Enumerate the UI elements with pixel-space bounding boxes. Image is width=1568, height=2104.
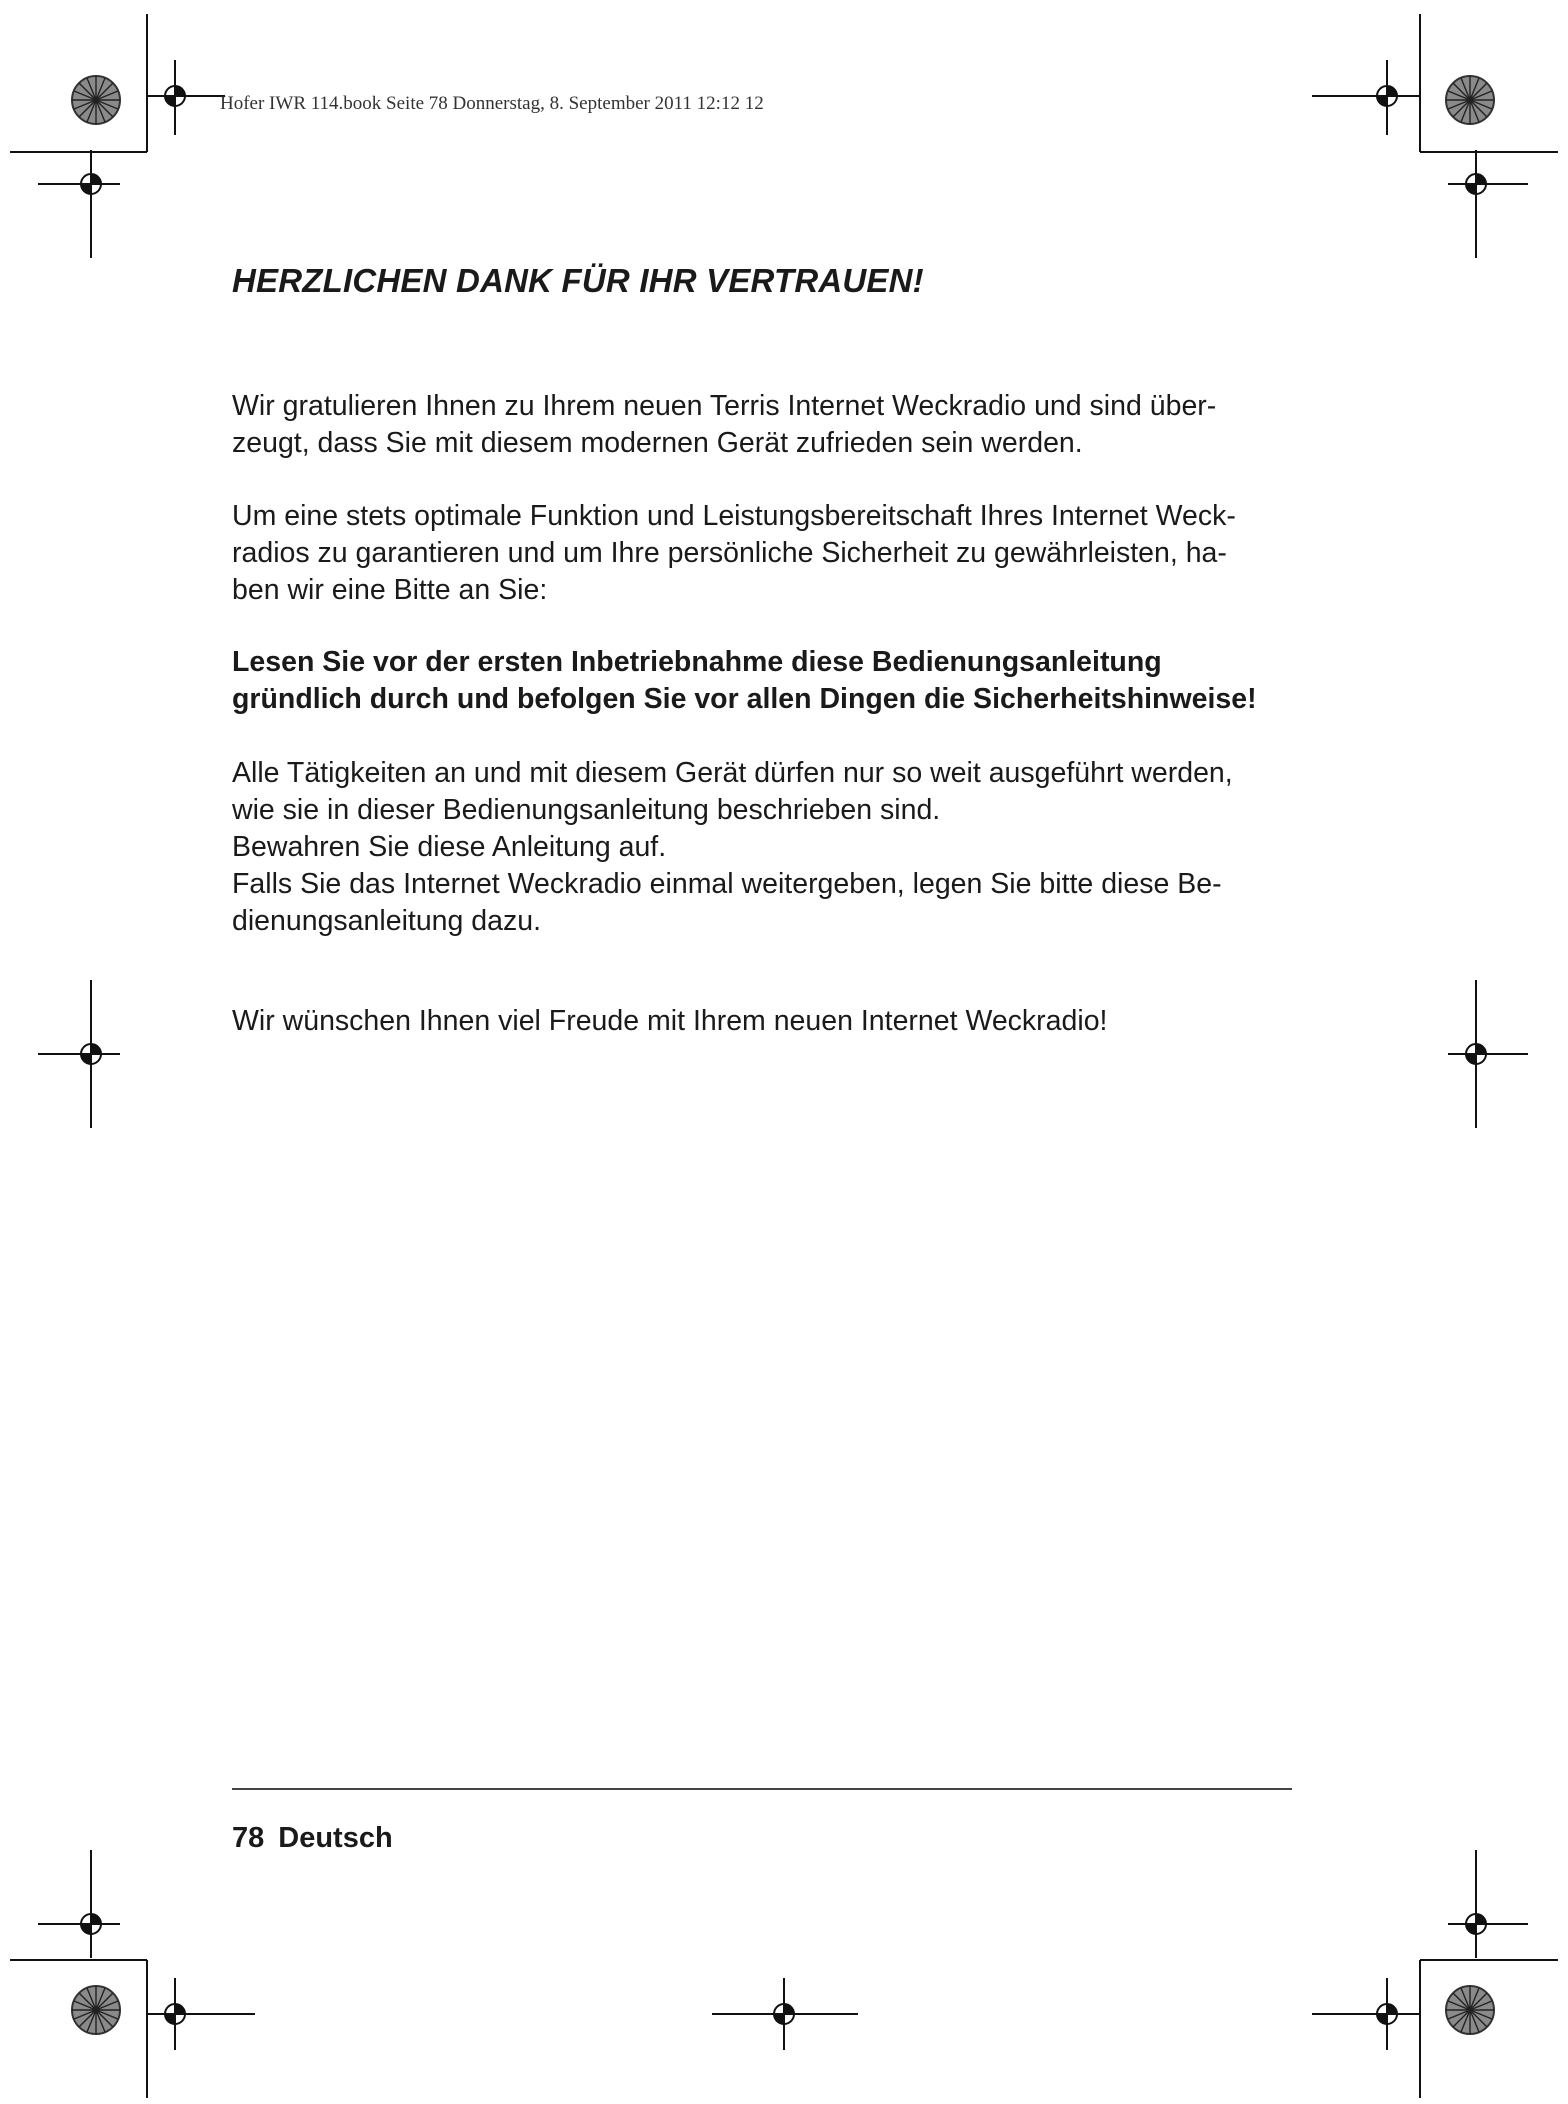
page-title: HERZLICHEN DANK FÜR IHR VERTRAUEN! <box>232 262 924 299</box>
text-line: Wir gratulieren Ihnen zu Ihrem neuen Terris Internet Weckradio und sind über- <box>232 390 1217 422</box>
text-line: gründlich durch und befolgen Sie vor allen Dingen die Sicherheitshinweise! <box>232 683 1257 715</box>
usage-paragraph <box>232 755 1233 940</box>
intro-paragraph <box>232 388 1216 462</box>
text-line: radios zu garantieren und um Ihre persönliche Sicherheit zu gewährleisten, ha- <box>232 537 1227 569</box>
text-line: wie sie in dieser Bedienungsanleitung beschrieben sind. <box>232 794 941 826</box>
text-line: Alle Tätigkeiten an und mit diesem Gerät dürfen nur so weit ausgeführt werden, <box>232 757 1233 789</box>
text-line: ben wir eine Bitte an Sie: <box>232 574 548 606</box>
text-line: zeugt, dass Sie mit diesem modernen Gerät zufrieden sein werden. <box>232 427 1083 459</box>
text-line: Falls Sie das Internet Weckradio einmal weitergeben, legen Sie bitte diese Be- <box>232 868 1222 900</box>
print-job-header: Hofer IWR 114.book Seite 78 Donnerstag, 8. September 2011 12:12 12 <box>220 93 764 114</box>
footer-divider <box>232 1788 1292 1790</box>
page-footer <box>232 1822 393 1855</box>
closing-paragraph <box>232 1003 1107 1040</box>
request-paragraph <box>232 498 1236 609</box>
text-line: dienungsanleitung dazu. <box>232 905 542 937</box>
page-number: 78 <box>232 1822 265 1854</box>
safety-notice <box>232 644 1257 718</box>
footer-language: Deutsch <box>278 1822 393 1854</box>
text-line: Um eine stets optimale Funktion und Leistungsbereitschaft Ihres Internet Weck- <box>232 500 1236 532</box>
text-line: Bewahren Sie diese Anleitung auf. <box>232 831 667 863</box>
document-body <box>232 262 1292 1037</box>
text-line: Lesen Sie vor der ersten Inbetriebnahme diese Bedienungsanleitung <box>232 646 1162 678</box>
text-line: Wir wünschen Ihnen viel Freude mit Ihrem neuen Internet Weckradio! <box>232 1005 1108 1037</box>
